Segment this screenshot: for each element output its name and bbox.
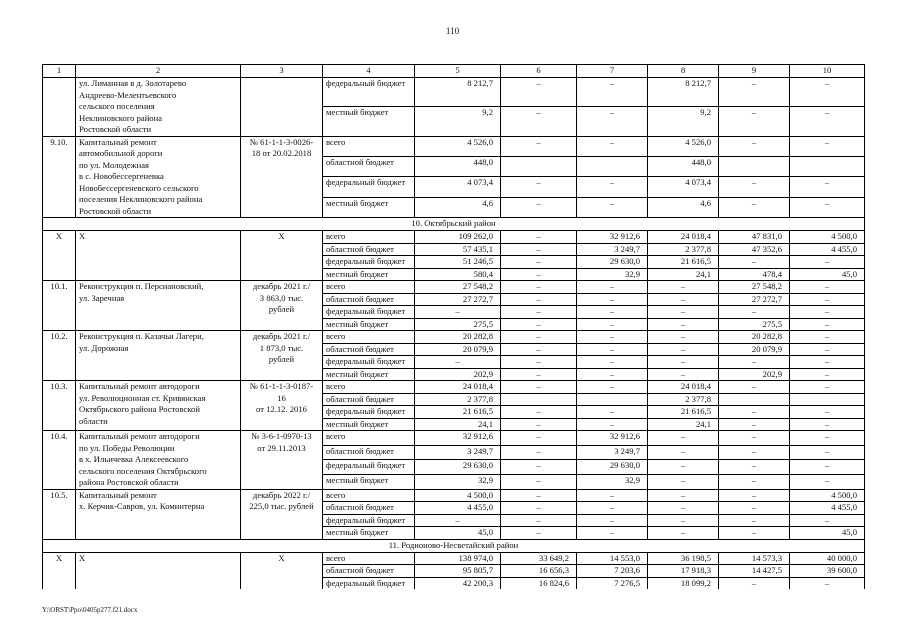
amount-cell: 21 616,5 <box>648 256 719 269</box>
amount-cell <box>790 393 865 406</box>
amount-cell <box>790 156 865 176</box>
amount-cell: – <box>790 381 865 394</box>
table-row <box>43 489 865 502</box>
amount-cell: 51 246,5 <box>415 256 501 269</box>
amount-cell <box>501 156 577 176</box>
amount-cell: – <box>501 489 577 502</box>
amount-cell: – <box>790 293 865 306</box>
amount-cell: 4 526,0 <box>415 136 501 156</box>
table-row <box>43 331 865 344</box>
amount-cell: – <box>648 489 719 502</box>
object-name-cell: ул. Лиманная в д. Золотарево Андреево-Мелентьевского сельского поселения Неклиновского района Ростовской области <box>76 78 241 137</box>
column-header: 5 <box>415 65 501 78</box>
amount-cell: 57 435,1 <box>415 243 501 256</box>
item-number-cell: 9.10. <box>43 136 76 218</box>
funding-source-cell: местный бюджет <box>323 268 415 281</box>
amount-cell <box>719 393 790 406</box>
document-cell: декабрь 2021 г./ 3 863,0 тыс. рублей <box>241 281 323 331</box>
document-cell: № 61-1-1-3-0187- 16 от 12.12. 2016 <box>241 381 323 431</box>
funding-source-cell: областной бюджет <box>323 293 415 306</box>
item-number-cell: 10.5. <box>43 489 76 539</box>
amount-cell: – <box>577 177 648 197</box>
table-row <box>43 431 865 446</box>
amount-cell: – <box>577 136 648 156</box>
amount-cell: – <box>790 577 865 589</box>
amount-cell: – <box>790 107 865 136</box>
amount-cell: 4 526,0 <box>648 136 719 156</box>
table-row <box>43 552 865 565</box>
amount-cell: 448,0 <box>415 156 501 176</box>
amount-cell: – <box>790 78 865 107</box>
amount-cell: – <box>577 293 648 306</box>
amount-cell: – <box>790 368 865 381</box>
amount-cell: 4 073,4 <box>415 177 501 197</box>
object-name-cell: Капитальный ремонт автодороги по ул. Победы Революции в х. Ильичевка Алексеевского сельского поселения Октябрьского района Ростовской области <box>76 431 241 490</box>
funding-source-cell: федеральный бюджет <box>323 356 415 369</box>
item-number-cell <box>43 78 76 137</box>
amount-cell: 29 630,0 <box>415 460 501 475</box>
amount-cell: 478,4 <box>719 268 790 281</box>
document-cell: декабрь 2021 г./ 1 873,0 тыс. рублей <box>241 331 323 381</box>
amount-cell: 7 203,6 <box>577 565 648 578</box>
funding-source-cell: областной бюджет <box>323 502 415 515</box>
amount-cell: 27 548,2 <box>719 281 790 294</box>
amount-cell: 3 249,7 <box>577 243 648 256</box>
amount-cell: 47 352,6 <box>719 243 790 256</box>
funding-source-cell: местный бюджет <box>323 318 415 331</box>
amount-cell: – <box>415 306 501 319</box>
amount-cell: 275,5 <box>719 318 790 331</box>
amount-cell: 4 500,0 <box>415 489 501 502</box>
amount-cell: – <box>648 306 719 319</box>
amount-cell: – <box>577 331 648 344</box>
object-name-cell: Х <box>76 231 241 281</box>
funding-source-cell: местный бюджет <box>323 474 415 489</box>
table-row <box>43 281 865 294</box>
amount-cell: – <box>719 78 790 107</box>
amount-cell: 45,0 <box>790 527 865 540</box>
object-name-cell: Реконструкция п. Персиановский, ул. Заречная <box>76 281 241 331</box>
amount-cell: 4 455,0 <box>790 502 865 515</box>
column-header: 7 <box>577 65 648 78</box>
amount-cell: 3 249,7 <box>415 445 501 460</box>
item-number-cell: Х <box>43 231 76 281</box>
amount-cell: – <box>648 368 719 381</box>
amount-cell: – <box>501 343 577 356</box>
amount-cell: 32,9 <box>577 474 648 489</box>
amount-cell: – <box>648 445 719 460</box>
funding-source-cell: областной бюджет <box>323 243 415 256</box>
amount-cell: 20 282,8 <box>719 331 790 344</box>
amount-cell: – <box>501 356 577 369</box>
amount-cell: 8 212,7 <box>415 78 501 107</box>
amount-cell: 8 212,7 <box>648 78 719 107</box>
amount-cell: 24,1 <box>415 418 501 431</box>
amount-cell: – <box>501 231 577 244</box>
funding-source-cell: местный бюджет <box>323 527 415 540</box>
amount-cell: – <box>719 256 790 269</box>
funding-source-cell: федеральный бюджет <box>323 577 415 589</box>
amount-cell: – <box>719 502 790 515</box>
amount-cell: – <box>501 502 577 515</box>
amount-cell: 138 974,0 <box>415 552 501 565</box>
funding-source-cell: всего <box>323 231 415 244</box>
funding-source-cell: местный бюджет <box>323 368 415 381</box>
amount-cell: 24,1 <box>648 268 719 281</box>
amount-cell: 2 377,8 <box>648 243 719 256</box>
table-row <box>43 78 865 107</box>
column-header: 2 <box>76 65 241 78</box>
amount-cell: 20 282,8 <box>415 331 501 344</box>
amount-cell: 202,9 <box>719 368 790 381</box>
document-cell: декабрь 2022 г./ 225,0 тыс. рублей <box>241 489 323 539</box>
amount-cell: 24,1 <box>648 418 719 431</box>
amount-cell: – <box>719 514 790 527</box>
amount-cell: 24 018,4 <box>415 381 501 394</box>
amount-cell: – <box>648 343 719 356</box>
amount-cell: – <box>719 406 790 419</box>
funding-source-cell: местный бюджет <box>323 418 415 431</box>
amount-cell: 27 272,7 <box>719 293 790 306</box>
item-number-cell: 10.3. <box>43 381 76 431</box>
amount-cell: – <box>719 306 790 319</box>
amount-cell: – <box>719 107 790 136</box>
amount-cell: – <box>648 331 719 344</box>
amount-cell: – <box>719 489 790 502</box>
amount-cell <box>719 156 790 176</box>
document-cell: № 3-6-1-0970-13 от 29.11.2013 <box>241 431 323 490</box>
funding-source-cell: всего <box>323 431 415 446</box>
amount-cell: 3 249,7 <box>577 445 648 460</box>
document-cell: Х <box>241 231 323 281</box>
amount-cell: 4 500,0 <box>790 489 865 502</box>
amount-cell: 109 262,0 <box>415 231 501 244</box>
amount-cell: – <box>719 431 790 446</box>
object-name-cell: Х <box>76 552 241 589</box>
amount-cell: – <box>790 318 865 331</box>
amount-cell: – <box>719 474 790 489</box>
column-header: 1 <box>43 65 76 78</box>
amount-cell: – <box>790 197 865 217</box>
amount-cell: – <box>790 445 865 460</box>
object-name-cell: Реконструкция п. Казачьи Лагери, ул. Дорожная <box>76 331 241 381</box>
amount-cell: 32 912,6 <box>577 431 648 446</box>
amount-cell: 45,0 <box>790 268 865 281</box>
amount-cell: – <box>577 418 648 431</box>
amount-cell: – <box>501 107 577 136</box>
amount-cell: – <box>501 281 577 294</box>
document-cell <box>241 78 323 137</box>
amount-cell: 27 548,2 <box>415 281 501 294</box>
item-number-cell: 10.4. <box>43 431 76 490</box>
amount-cell <box>501 393 577 406</box>
funding-source-cell: всего <box>323 381 415 394</box>
amount-cell: – <box>648 431 719 446</box>
amount-cell: 7 276,5 <box>577 577 648 589</box>
amount-cell: 47 831,0 <box>719 231 790 244</box>
amount-cell: – <box>577 527 648 540</box>
amount-cell: 17 918,3 <box>648 565 719 578</box>
amount-cell: – <box>577 502 648 515</box>
amount-cell: 448,0 <box>648 156 719 176</box>
table-row <box>43 136 865 156</box>
amount-cell: – <box>501 136 577 156</box>
funding-source-cell: федеральный бюджет <box>323 78 415 107</box>
amount-cell: – <box>501 460 577 475</box>
amount-cell: – <box>501 78 577 107</box>
section-title: 11. Родионово-Несветайский район <box>43 539 865 552</box>
amount-cell: – <box>790 331 865 344</box>
section-title: 10. Октябрьский район <box>43 218 865 231</box>
amount-cell: – <box>790 474 865 489</box>
table-row <box>43 231 865 244</box>
amount-cell <box>577 156 648 176</box>
amount-cell: – <box>577 356 648 369</box>
amount-cell: 275,5 <box>415 318 501 331</box>
funding-source-cell: федеральный бюджет <box>323 177 415 197</box>
amount-cell: – <box>719 177 790 197</box>
amount-cell: – <box>577 197 648 217</box>
funding-source-cell: областной бюджет <box>323 156 415 176</box>
amount-cell: – <box>501 318 577 331</box>
amount-cell: – <box>648 281 719 294</box>
amount-cell: 32,9 <box>577 268 648 281</box>
amount-cell: – <box>577 107 648 136</box>
amount-cell: – <box>577 318 648 331</box>
section-heading-row <box>43 539 865 552</box>
document-cell: № 61-1-1-3-0026- 18 от 20.02.2018 <box>241 136 323 218</box>
amount-cell: – <box>648 474 719 489</box>
amount-cell: 36 198,5 <box>648 552 719 565</box>
amount-cell: – <box>501 197 577 217</box>
amount-cell: 2 377,8 <box>415 393 501 406</box>
amount-cell: – <box>790 281 865 294</box>
amount-cell: 4 455,0 <box>415 502 501 515</box>
amount-cell: 40 000,0 <box>790 552 865 565</box>
amount-cell: 20 079,9 <box>415 343 501 356</box>
amount-cell: 95 805,7 <box>415 565 501 578</box>
file-path-footer: Y:\ORST\Ppo\0405p277.f21.docx <box>42 606 138 614</box>
amount-cell: – <box>790 431 865 446</box>
table-row <box>43 381 865 394</box>
amount-cell: – <box>790 343 865 356</box>
amount-cell: 14 573,3 <box>719 552 790 565</box>
amount-cell: 9,2 <box>415 107 501 136</box>
amount-cell: – <box>501 368 577 381</box>
amount-cell: – <box>501 331 577 344</box>
amount-cell: – <box>790 306 865 319</box>
funding-source-cell: всего <box>323 136 415 156</box>
amount-cell: – <box>790 256 865 269</box>
amount-cell: – <box>501 256 577 269</box>
funding-source-cell: федеральный бюджет <box>323 306 415 319</box>
column-header: 9 <box>719 65 790 78</box>
amount-cell: – <box>577 306 648 319</box>
amount-cell: – <box>501 268 577 281</box>
amount-cell: – <box>501 431 577 446</box>
amount-cell: – <box>790 136 865 156</box>
column-header: 6 <box>501 65 577 78</box>
funding-source-cell: местный бюджет <box>323 197 415 217</box>
amount-cell: – <box>415 514 501 527</box>
item-number-cell: 10.2. <box>43 331 76 381</box>
document-cell: Х <box>241 552 323 589</box>
column-header: 8 <box>648 65 719 78</box>
amount-cell: 29 630,0 <box>577 256 648 269</box>
amount-cell: 4 073,4 <box>648 177 719 197</box>
funding-source-cell: областной бюджет <box>323 445 415 460</box>
amount-cell: 4,6 <box>648 197 719 217</box>
amount-cell: – <box>719 381 790 394</box>
column-header: 3 <box>241 65 323 78</box>
amount-cell: 29 630,0 <box>577 460 648 475</box>
funding-source-cell: федеральный бюджет <box>323 256 415 269</box>
amount-cell: 14 553,0 <box>577 552 648 565</box>
amount-cell: – <box>648 318 719 331</box>
amount-cell: 33 649,2 <box>501 552 577 565</box>
amount-cell: 14 427,5 <box>719 565 790 578</box>
amount-cell: 2 377,8 <box>648 393 719 406</box>
funding-source-cell: федеральный бюджет <box>323 514 415 527</box>
object-name-cell: Капитальный ремонт автомобильной дороги по ул. Молодежная в с. Новобессергеневка Новобессергеневского сельского поселения Неклиновского района Ростовской области <box>76 136 241 218</box>
amount-cell: – <box>790 460 865 475</box>
amount-cell: 202,9 <box>415 368 501 381</box>
amount-cell: – <box>501 293 577 306</box>
funding-source-cell: областной бюджет <box>323 343 415 356</box>
amount-cell: 4,6 <box>415 197 501 217</box>
amount-cell: – <box>719 418 790 431</box>
amount-cell: – <box>648 293 719 306</box>
amount-cell: – <box>577 406 648 419</box>
amount-cell: – <box>501 474 577 489</box>
funding-source-cell: федеральный бюджет <box>323 406 415 419</box>
amount-cell: 21 616,5 <box>415 406 501 419</box>
amount-cell: 16 656,3 <box>501 565 577 578</box>
amount-cell: 24 018,4 <box>648 231 719 244</box>
amount-cell: – <box>719 445 790 460</box>
amount-cell: 4 455,0 <box>790 243 865 256</box>
funding-source-cell: всего <box>323 552 415 565</box>
amount-cell: 39 600,0 <box>790 565 865 578</box>
amount-cell: 42 200,3 <box>415 577 501 589</box>
column-header: 10 <box>790 65 865 78</box>
amount-cell: – <box>501 418 577 431</box>
amount-cell: 27 272,7 <box>415 293 501 306</box>
amount-cell: 32 912,6 <box>577 231 648 244</box>
amount-cell: – <box>648 356 719 369</box>
amount-cell: – <box>790 177 865 197</box>
amount-cell: – <box>577 514 648 527</box>
amount-cell: 45,0 <box>415 527 501 540</box>
amount-cell: – <box>577 343 648 356</box>
amount-cell: 32 912,6 <box>415 431 501 446</box>
amount-cell: – <box>501 381 577 394</box>
amount-cell: – <box>501 406 577 419</box>
amount-cell: – <box>648 502 719 515</box>
amount-cell: – <box>790 418 865 431</box>
amount-cell: – <box>719 136 790 156</box>
amount-cell <box>577 393 648 406</box>
amount-cell: – <box>648 514 719 527</box>
amount-cell: – <box>501 306 577 319</box>
object-name-cell: Капитальный ремонт автодороги ул. Революционная ст. Кривянская Октябрьского района Ростовской области <box>76 381 241 431</box>
amount-cell: – <box>719 197 790 217</box>
funding-source-cell: федеральный бюджет <box>323 460 415 475</box>
amount-cell: 4 500,0 <box>790 231 865 244</box>
amount-cell: – <box>719 356 790 369</box>
amount-cell: – <box>501 527 577 540</box>
section-heading-row <box>43 218 865 231</box>
amount-cell: – <box>648 527 719 540</box>
amount-cell: – <box>501 445 577 460</box>
table-header-row <box>43 65 865 78</box>
amount-cell: – <box>415 356 501 369</box>
funding-source-cell: местный бюджет <box>323 107 415 136</box>
amount-cell: – <box>577 489 648 502</box>
funding-table <box>42 64 865 589</box>
funding-source-cell: областной бюджет <box>323 565 415 578</box>
amount-cell: 580,4 <box>415 268 501 281</box>
amount-cell: – <box>719 577 790 589</box>
item-number-cell: Х <box>43 552 76 589</box>
amount-cell: 24 018,4 <box>648 381 719 394</box>
amount-cell: 21 616,5 <box>648 406 719 419</box>
funding-source-cell: всего <box>323 331 415 344</box>
amount-cell: 9,2 <box>648 107 719 136</box>
amount-cell: – <box>501 514 577 527</box>
amount-cell: – <box>719 527 790 540</box>
funding-source-cell: областной бюджет <box>323 393 415 406</box>
amount-cell: – <box>719 460 790 475</box>
object-name-cell: Капитальный ремонт х. Керчик-Савров, ул. Коминтерна <box>76 489 241 539</box>
amount-cell: 20 079,9 <box>719 343 790 356</box>
amount-cell: – <box>501 243 577 256</box>
amount-cell: – <box>790 514 865 527</box>
amount-cell: – <box>577 281 648 294</box>
amount-cell: – <box>648 460 719 475</box>
amount-cell: 16 824,6 <box>501 577 577 589</box>
amount-cell: 18 099,2 <box>648 577 719 589</box>
amount-cell: – <box>790 356 865 369</box>
item-number-cell: 10.1. <box>43 281 76 331</box>
amount-cell: – <box>790 406 865 419</box>
funding-source-cell: всего <box>323 489 415 502</box>
amount-cell: – <box>577 368 648 381</box>
amount-cell: – <box>501 177 577 197</box>
page-number: 110 <box>445 26 460 36</box>
amount-cell: 32,9 <box>415 474 501 489</box>
column-header: 4 <box>323 65 415 78</box>
amount-cell: – <box>577 78 648 107</box>
amount-cell: – <box>577 381 648 394</box>
funding-source-cell: всего <box>323 281 415 294</box>
